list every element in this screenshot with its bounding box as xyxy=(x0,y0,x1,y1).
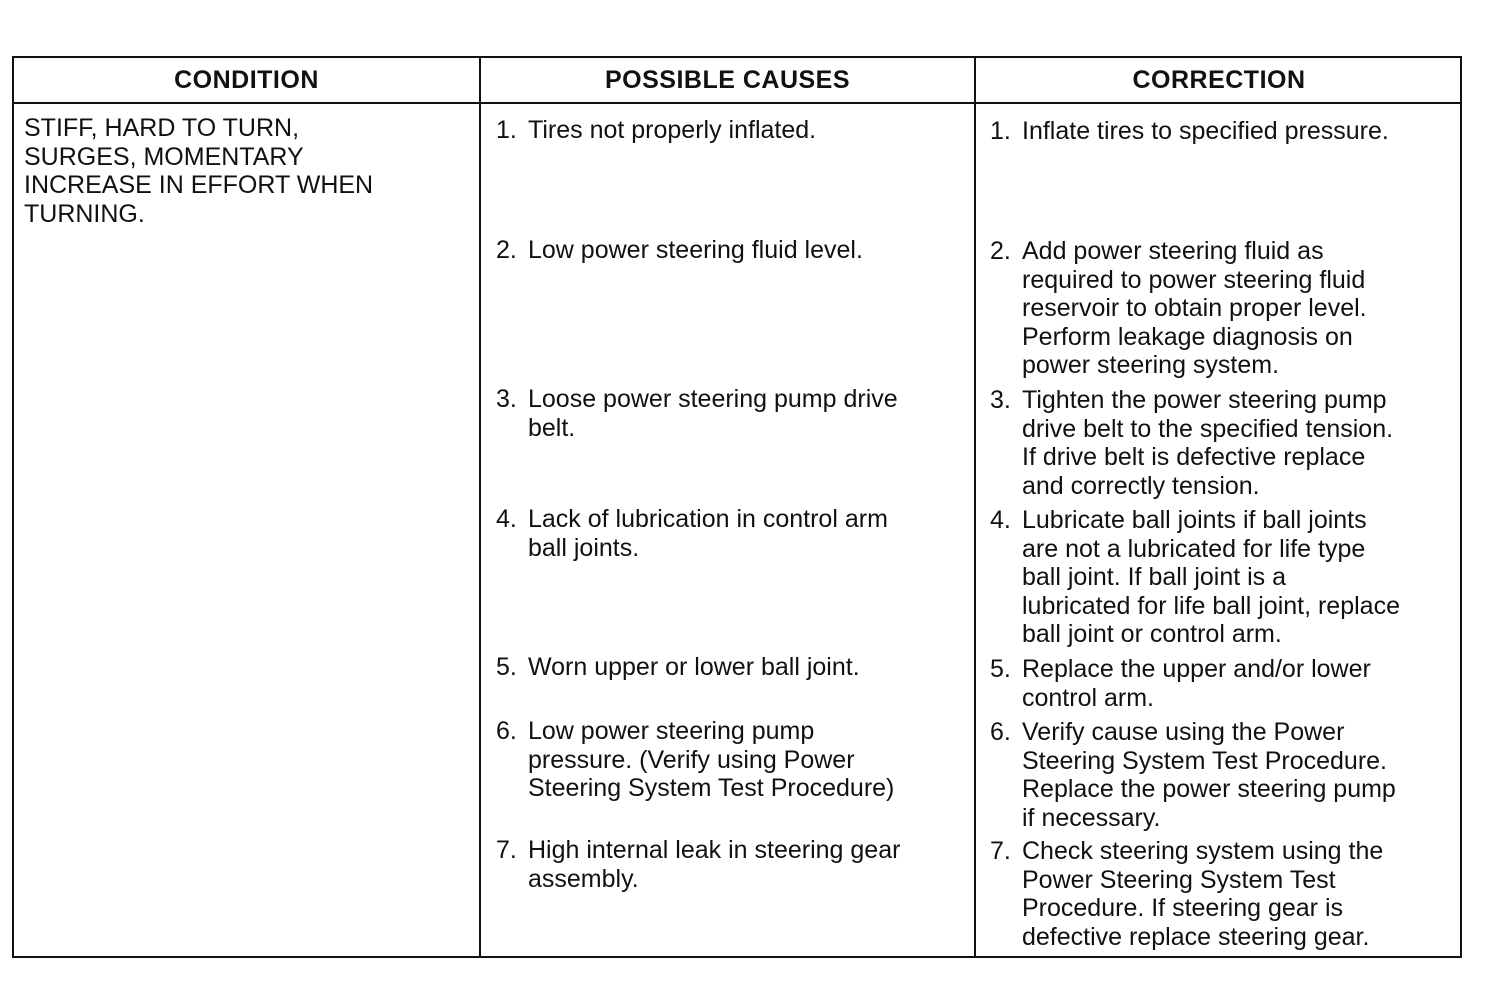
correction-item-7 xyxy=(990,837,1460,951)
header-rule xyxy=(14,102,1460,104)
cause-item-4 xyxy=(496,505,966,562)
header-condition: CONDITION xyxy=(174,65,319,94)
correction-number: 4. xyxy=(990,506,1011,534)
header-possible-causes: POSSIBLE CAUSES xyxy=(604,65,851,94)
correction-number: 3. xyxy=(990,386,1011,414)
header-correction: CORRECTION xyxy=(1132,65,1306,94)
cause-item-3 xyxy=(496,385,966,442)
correction-text: Inflate tires to specified pressure. xyxy=(1022,117,1389,145)
correction-item-3 xyxy=(990,386,1460,500)
cause-text: Worn upper or lower ball joint. xyxy=(528,653,860,681)
correction-number: 6. xyxy=(990,718,1011,746)
correction-text: Check steering system using the Power Steering System Test Procedure. If steering gear is defective replace steering gear. xyxy=(1022,837,1384,951)
cause-text: Loose power steering pump drive belt. xyxy=(528,385,898,442)
cause-number: 1. xyxy=(496,116,517,144)
cause-item-7 xyxy=(496,836,966,893)
cause-number: 3. xyxy=(496,385,517,413)
correction-item-1 xyxy=(990,117,1460,146)
cause-number: 7. xyxy=(496,836,517,864)
cause-item-5 xyxy=(496,653,966,682)
correction-text: Replace the upper and/or lower control arm. xyxy=(1022,655,1371,712)
correction-item-6 xyxy=(990,718,1460,832)
correction-number: 2. xyxy=(990,237,1011,265)
correction-item-2 xyxy=(990,237,1460,380)
diagnosis-table xyxy=(12,56,1462,958)
column-divider-1 xyxy=(479,58,481,956)
cause-text: Tires not properly inflated. xyxy=(528,116,817,144)
cause-text: Low power steering pump pressure. (Verify using Power Steering System Test Procedure) xyxy=(528,717,895,802)
cause-text: Low power steering fluid level. xyxy=(528,236,863,264)
correction-item-4 xyxy=(990,506,1460,649)
column-divider-2 xyxy=(974,58,976,956)
cause-number: 4. xyxy=(496,505,517,533)
cause-number: 6. xyxy=(496,717,517,745)
cause-number: 5. xyxy=(496,653,517,681)
correction-text: Tighten the power steering pump drive belt to the specified tension. If drive belt is defective replace and correctly tension. xyxy=(1022,386,1394,500)
correction-number: 1. xyxy=(990,117,1011,145)
correction-text: Verify cause using the Power Steering System Test Procedure. Replace the power steering pump if necessary. xyxy=(1022,718,1396,832)
cause-text: Lack of lubrication in control arm ball joints. xyxy=(528,505,888,562)
cause-item-1 xyxy=(496,116,966,145)
correction-number: 7. xyxy=(990,837,1011,865)
correction-text: Add power steering fluid as required to power steering fluid reservoir to obtain proper level. Perform leakage diagnosis on power steering system. xyxy=(1022,237,1367,379)
condition-text: STIFF, HARD TO TURN, SURGES, MOMENTARY INCREASE IN EFFORT WHEN TURNING. xyxy=(24,114,374,228)
correction-text: Lubricate ball joints if ball joints are not a lubricated for life type ball joint. If ball joint is a lubricated for life ball joint, replace ball joint or control arm. xyxy=(1022,506,1400,648)
cause-item-2 xyxy=(496,236,966,265)
correction-item-5 xyxy=(990,655,1460,712)
cause-text: High internal leak in steering gear assembly. xyxy=(528,836,901,893)
correction-number: 5. xyxy=(990,655,1011,683)
cause-number: 2. xyxy=(496,236,517,264)
cause-item-6 xyxy=(496,717,966,803)
